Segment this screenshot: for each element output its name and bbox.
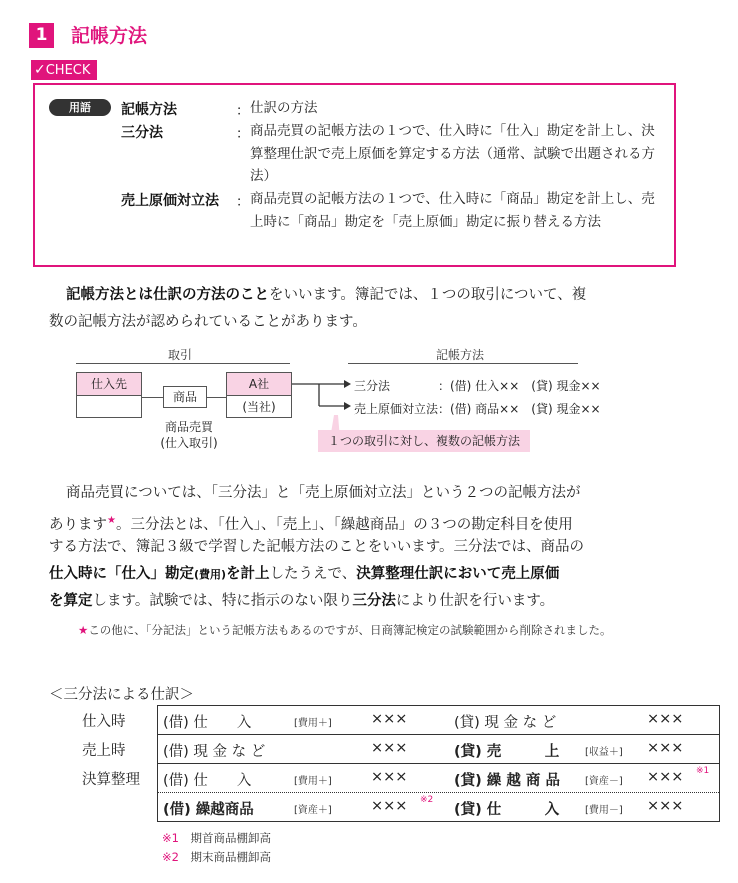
star-icon: ★ <box>107 515 116 526</box>
para2-l5c: 三分法 <box>352 593 396 609</box>
credit-account: (貸) 繰 越 商 品 <box>454 773 560 789</box>
branch-arrow-icon <box>292 375 352 415</box>
credit-account: (貸) 仕 入 <box>454 802 560 818</box>
trade-caption-1: 商品売買 <box>164 420 213 434</box>
para2-l2a: あります <box>49 516 107 533</box>
term-def-3: 商品売買の記帳方法の１つで、仕入時に「商品」勘定を計上し、売上時に「商品」勘定を「売上原価」勘定に振り替える方法 <box>250 191 655 230</box>
credit-account: (貸) 売 上 <box>454 744 560 760</box>
footnote-text: この他に、「分記法」という記帳方法もあるのですが、日商簿記検定の試験範囲から削除されました。 <box>88 623 612 637</box>
journal-title: ＜三分法による仕訳＞ <box>49 687 194 703</box>
method1-entry: ：(借) 仕入×× (貸) 現金×× <box>438 379 601 393</box>
row-label: 売上時 <box>82 743 126 759</box>
para1-line2: 数の記帳方法が認められていることがあります。 <box>49 314 367 330</box>
method2-entry: ：(借) 商品×× (貸) 現金×× <box>438 402 601 416</box>
para2-line3: する方法で、簿記３級で学習した記帳方法のことをいいます。三分法では、商品の <box>49 539 585 555</box>
debit-amount: ××× <box>371 798 408 814</box>
para2-l5b: します。試験では、特に指示のない限り <box>92 593 353 609</box>
credit-tag: [資産－] <box>585 776 623 787</box>
para2-line4 <box>49 561 559 588</box>
para2-l2b: 。三分法とは、「仕入」、「売上」、「繰越商品」の３つの勘定科目を使用 <box>115 516 573 533</box>
para1-rest: をいいます。簿記では、１つの取引について、複 <box>269 287 587 303</box>
debit-tag: [資産＋] <box>294 805 332 816</box>
credit-tag: [費用－] <box>585 805 623 816</box>
debit-amount: ××× <box>371 769 408 785</box>
row-label: 仕入時 <box>82 714 126 730</box>
diagram-right-header: 記帳方法 <box>436 348 485 362</box>
note-mark: ※1 <box>696 766 710 776</box>
para2-l5d: により仕訳を行います。 <box>395 593 555 609</box>
credit-amount: ××× <box>647 711 684 727</box>
para2-l4b: (費用) <box>194 568 227 581</box>
para1-line1 <box>66 282 586 309</box>
company-box <box>226 372 292 418</box>
para2-line5 <box>49 588 554 615</box>
note-mark: ※2 <box>162 850 179 864</box>
term-name-2: 三分法 <box>121 125 163 141</box>
debit-account: (借) 現 金 な ど <box>163 744 266 760</box>
debit-amount: ××× <box>371 740 408 756</box>
debit-amount: ××× <box>371 711 408 727</box>
term-def-1: 仕訳の方法 <box>250 100 318 116</box>
term-colon: ： <box>236 194 250 210</box>
section-number: 1 <box>29 23 54 48</box>
supplier-label: 仕入先 <box>77 373 141 396</box>
checkmark-icon: ✓ <box>34 62 46 78</box>
star-icon: ★ <box>78 623 89 637</box>
diagram-left-header: 取引 <box>168 348 193 362</box>
credit-account: (貸) 現 金 な ど <box>454 715 557 731</box>
para2-line1: 商品売買については、「三分法」と「売上原価対立法」という２つの記帳方法が <box>66 485 581 501</box>
debit-tag: [費用＋] <box>294 776 332 787</box>
supplier-box <box>76 372 142 418</box>
diagram-left-rule <box>76 363 290 364</box>
term-colon: ： <box>236 126 250 142</box>
debit-account: (借) 繰越商品 <box>163 802 254 818</box>
para1-bold: 記帳方法とは仕訳の方法のこと <box>66 287 269 303</box>
company-sub: (当社) <box>242 400 276 414</box>
term-tag: 用語 <box>49 99 111 116</box>
term-name-1: 記帳方法 <box>121 102 177 118</box>
journal-note-1 <box>162 830 271 846</box>
term-def-2: 商品売買の記帳方法の１つで、仕入時に「仕入」勘定を計上し、決算整理仕訳で売上原価を算定する方法（通常、試験で出題される方法） <box>250 123 655 184</box>
credit-tag: [収益＋] <box>585 747 623 758</box>
goods-box: 商品 <box>163 386 207 408</box>
para2-l4e: 決算整理仕訳において売上原価 <box>356 566 560 582</box>
term-name-3: 売上原価対立法 <box>121 193 219 209</box>
para2-l5a: を算定 <box>49 593 93 609</box>
company-label: A社 <box>227 373 291 396</box>
debit-tag: [費用＋] <box>294 718 332 729</box>
diagram-right-rule <box>348 363 578 364</box>
trade-caption-2: (仕入取引) <box>160 436 218 450</box>
note-text: 期首商品棚卸高 <box>190 831 271 845</box>
note-mark: ※1 <box>162 831 179 845</box>
para2-l4a: 仕入時に「仕入」勘定 <box>49 566 194 582</box>
note-text: 期末商品棚卸高 <box>190 850 271 864</box>
credit-amount: ××× <box>647 769 684 785</box>
debit-account: (借) 仕 入 <box>163 773 252 789</box>
row-label: 決算整理 <box>82 772 140 788</box>
diagram-callout: １つの取引に対し、複数の記帳方法 <box>318 430 530 452</box>
term-colon: ： <box>236 103 250 119</box>
para2-l4d: したうえで、 <box>269 566 357 582</box>
journal-note-2 <box>162 849 271 865</box>
credit-amount: ××× <box>647 740 684 756</box>
note-mark: ※2 <box>420 795 434 805</box>
section-title: 記帳方法 <box>71 25 148 47</box>
check-badge <box>31 60 97 80</box>
para2-l4c: を計上 <box>226 566 270 582</box>
debit-account: (借) 仕 入 <box>163 715 252 731</box>
check-label: CHECK <box>45 63 91 78</box>
method1-name: 三分法 <box>354 379 391 393</box>
footnote <box>78 622 612 638</box>
credit-amount: ××× <box>647 798 684 814</box>
method2-name: 売上原価対立法 <box>354 402 439 416</box>
